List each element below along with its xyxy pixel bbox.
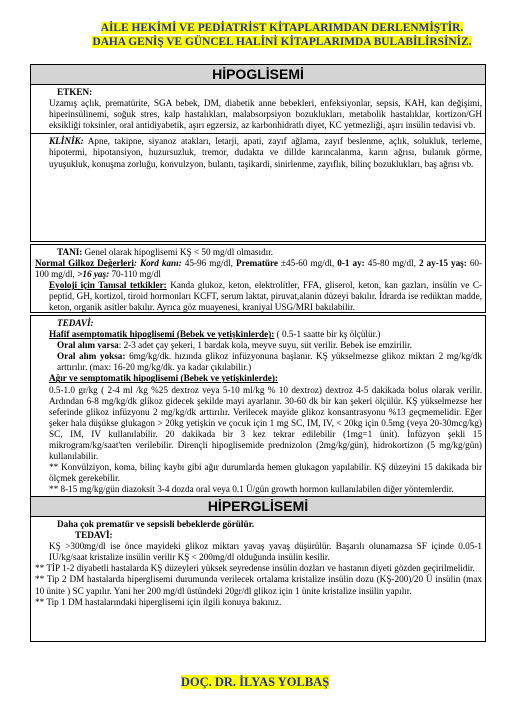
age-16-value: 70-110 mg/dl	[111, 269, 161, 280]
tani-text: Genel olarak hipoglisemi KŞ < 50 mg/dl olmasıdır.	[84, 247, 274, 257]
header-note	[92, 21, 472, 49]
hypo-note-2: ** 8-15 mg/kg/gün diazoksit 3-4 dozda oral veya 0.1 Ü/gün growth hormon kullanılabilen diğer yöntemlerdir.	[49, 484, 454, 495]
age-0-1-label: 0-1 ay:	[337, 258, 365, 269]
hyper-p1: KŞ >300mg/dl ise önce mayideki glikoz miktarı yavaş yavaş düşürülür. Başarılı olunamazsa SF içinde 0.05-1 IU/kg/saat kristalize insülin verilir KŞ < 200mg/dl olduğunda insülin kesilir.	[49, 541, 482, 563]
premature-value: ±45-60 mg/dl,	[281, 258, 335, 269]
etken-label: ETKEN:	[57, 87, 93, 97]
cord-label: : Kord kanı:	[133, 258, 182, 269]
hyper-intro: Daha çok prematür ve sepsisli bebeklerde görülür.	[57, 519, 255, 529]
etken-text: Uzamış açlık, prematürite, SGA bebek, DM, diabetik anne bebekleri, enfeksiyonlar, sepsis, KAH, kan değişimi, hiperinsülinemi, soğuk stres, kalp hastalıkları, malabsorpsiyon bozuklukları, metabolik hastalıklar, kortizon/GH eksikliği toksinler, oral antidiyabetik, aşırı egzersiz, az karbonhidratlı diyet, KC yetmezliği, aşırı insülin tedavisi vb.	[49, 98, 482, 131]
age-16-label: >16 yaş:	[77, 269, 110, 280]
severe-hypo-label: Ağır ve semptomatik hipoglisemi (Bebek ve yetişkinlerde):	[49, 373, 278, 384]
author-name: DOÇ. DR. İLYAS YOLBAŞ	[180, 675, 330, 689]
premature-label: Prematüre	[235, 258, 278, 269]
age-2-15-value: 60-100 mg/dl,	[35, 258, 483, 280]
oral-intake-yes-label: Oral alım varsa	[57, 340, 119, 351]
hypo-diagnosis-section	[30, 244, 486, 313]
severe-hypo-text: 0.5-1.0 gr/kg ( 2-4 ml /kg %25 dextroz veya 5-10 ml/kg % 10 dextroz) dextroz 4-5 dakikada bolus olarak verilir. Ardından 6-8 mg/kg/dk glikoz gidecek şekilde mayi ayarlanır. 30-60 dk bir kan şekeri ölçülür. KŞ yükselmezse her seferinde glikoz infüzyonu 2 mg/kg/dk arttırılır. Verilecek mayide glikoz konsantrasyonu %13 geçmemelidir. Eğer şeker hala düşükse glukagon > 20kg yetişkin ve çocuk için 1 mg SC, IM, IV, < 20kg için 0.5mg (veya 20-30mcg/kg) SC, IM, IV kullanılabilir. 20 dakikada bir 3 kez tekrar edilebilir (1mg=1 ünit). İnfüzyon şekli 15 mikrogram/kg/saat'ten verilebilir. Dirençli hipoglisemide prednizolon (2mg/kg/gün), hidrokortizon (5 mg/kg/gün) kullanılabilir.	[49, 384, 482, 462]
klinik-text: Apne, takipne, siyanoz atakları, letarji, apati, zayıf ağlama, zayıf beslenme, açlık, solukluk, terleme, hipotermi, hipotansiyon, huzursuzluk, tremor, dudakta ve dillde karıncalanma, karın ağrısı, bulanık görme, uyuşukluk, konuşma zorluğu, konvulzyon, bulantı, taşikardi, sinirlenme, zayıflık, bilinç bozuklukları, baş ağrısı vb.	[49, 136, 482, 169]
mild-hypo-note: ( 0.5-1 saatte bir kş ölçülür.)	[274, 329, 381, 340]
hypo-tedavi-label: TEDAVİ:	[57, 318, 94, 328]
hyper-section	[30, 516, 486, 642]
cord-value: 45-96 mg/dl,	[184, 258, 233, 269]
hyper-tedavi-label: TEDAVİ:	[75, 530, 113, 541]
normal-glucose-label: Normal Gilkoz Değerleri	[35, 258, 134, 269]
mild-hypo-label: Hafif asemptomatik hipoglisemi (Bebek ve yetişkinlerde):	[49, 329, 275, 340]
hypo-treatment-section	[30, 315, 486, 513]
oral-intake-yes-text: : 2-3 adet çay şekeri, 1 bardak kola, meyve suyu, süt verilir. Bebek ise emzirilir.	[118, 340, 412, 351]
hyper-p2: ** TİP 1-2 diyabetli hastalarda KŞ düzeyleri yüksek seyredense insülin dozları ve hastanın diyeti gözden geçirilmelidir.	[35, 563, 475, 574]
oral-intake-no-label: Oral alım yoksa:	[57, 351, 126, 362]
hyper-title: HİPERGLİSEMİ	[30, 496, 486, 517]
hypo-note-1: ** Konvülziyon, koma, bilinç kaybı gibi ağır durumlarda hemen glukagon yapılabilir. KŞ düzeyini 15 dakikada bir ölçmek gerekebilir.	[49, 462, 482, 484]
hypo-etiology-section	[30, 84, 486, 242]
age-2-15-label: 2 ay-15 yaş:	[418, 258, 467, 269]
hypo-title: HİPOGLİSEMİ	[30, 64, 486, 85]
etiology-tests-text: Kanda glukoz, keton, elektrolitler, FFA, gliserol, keton, kan gazları, insülin ve C-peptid, GH, kortizol, tiroid hormonları KCFT, serum laktat, piruvat,alanin düzeyi bakılır. İdrarda ise redüktan madde, keton, organik asitler bakılır. Ayrıca göz muayenesi, kraniyal USG/MRI bakılabilir.	[49, 280, 483, 313]
header-line-1: AİLE HEKİMİ VE PEDİATRİST KİTAPLARIMDAN DERLENMİŞTİR.	[100, 22, 464, 34]
header-line-2: DAHA GENİŞ VE GÜNCEL HALİNİ KİTAPLARIMDA BULABİLİRSİNİZ.	[92, 36, 472, 48]
oral-intake-no-text: 6mg/kg/dk. hızında glikoz infüzyonuna başlanır. KŞ yükselmezse glikoz miktarı 2 mg/kg/dk arttırılır. (max: 16-20 mg/kg/dk. ya kadar çıkılabilir.)	[57, 351, 482, 373]
etiology-tests-label: Eyoloji için Tanısal tetkikler:	[49, 280, 167, 291]
hyper-p4: ** Tip 1 DM hastalarındaki hiperglisemi için ilgili konuya bakınız.	[35, 596, 282, 607]
klinik-label: KLİNİK:	[49, 136, 84, 147]
hyper-p3: ** Tip 2 DM hastalarda hiperglisemi durumunda verilecek ortalama kristalize insülin dozu (KŞ-200)/20 Ü insülin (max 10 ünite ) SC yapılır. Yani her 200 mg/dl üstündeki 20gr/dl glikoz için 1 ünite kristalize insülin yapılır.	[35, 574, 482, 596]
tani-label: TANI:	[57, 247, 83, 257]
author-footer	[0, 675, 510, 690]
age-0-1-value: 45-80 mg/dl,	[367, 258, 416, 269]
